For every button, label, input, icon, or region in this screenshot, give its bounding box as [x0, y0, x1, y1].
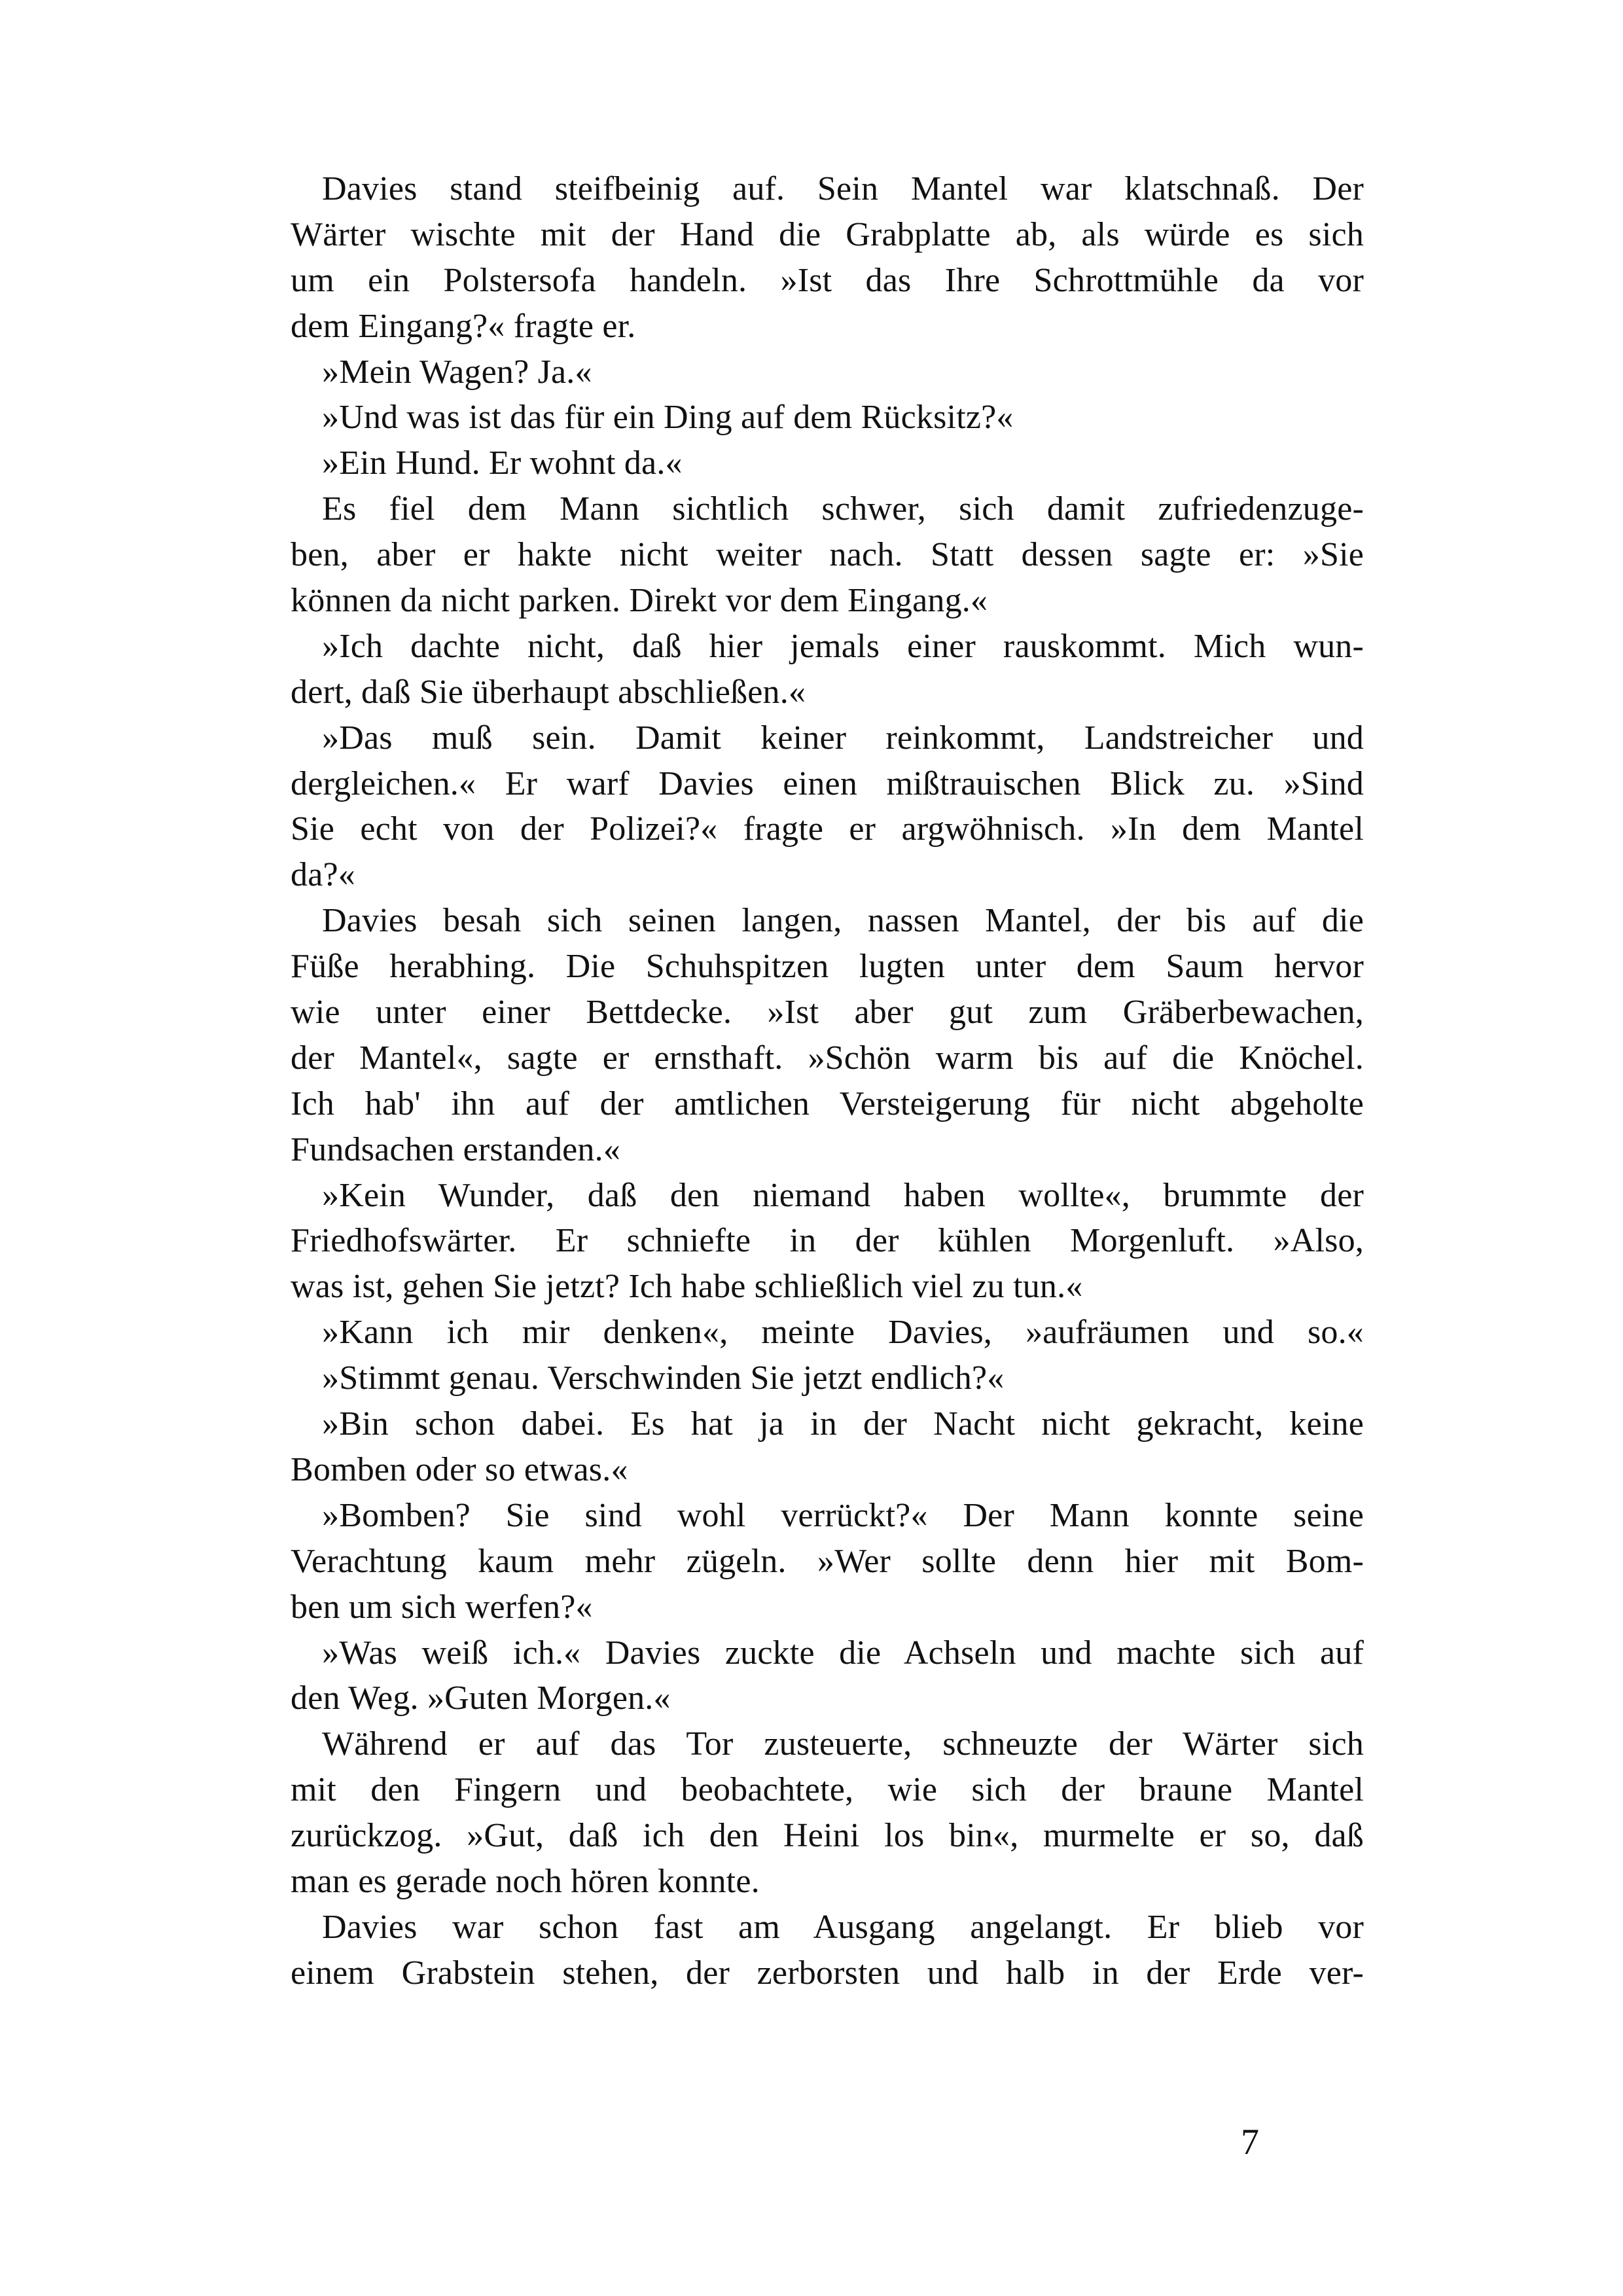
text-line: Ich hab' ihn auf der amtlichen Versteigerung für nicht abgeholte [291, 1085, 1364, 1122]
page-number: 7 [1241, 2122, 1259, 2162]
text-line: Bomben oder so etwas.« [291, 1450, 628, 1488]
text-line: was ist, gehen Sie jetzt? Ich habe schließlich viel zu tun.« [291, 1268, 1083, 1306]
text-line: »Stimmt genau. Verschwinden Sie jetzt endlich?« [322, 1359, 1005, 1397]
text-line: »Bomben? Sie sind wohl verrückt?« Der Mann konnte seine [322, 1496, 1364, 1534]
text-line: »Kein Wunder, daß den niemand haben wollte«, brummte der [322, 1176, 1364, 1214]
text-line: dergleichen.« Er warf Davies einen mißtrauischen Blick zu. »Sind [291, 764, 1364, 802]
text-line: ben, aber er hakte nicht weiter nach. Statt dessen sagte er: »Sie [291, 536, 1364, 574]
text-line: um ein Polstersofa handeln. »Ist das Ihre Schrottmühle da vor [291, 261, 1364, 299]
text-line: mit den Fingern und beobachtete, wie sich der braune Mantel [291, 1771, 1364, 1809]
text-line: Während er auf das Tor zusteuerte, schneuzte der Wärter sich [322, 1725, 1364, 1763]
text-line: Davies war schon fast am Ausgang angelangt. Er blieb vor [322, 1908, 1364, 1946]
text-line: Wärter wischte mit der Hand die Grabplatte ab, als würde es sich [291, 215, 1364, 253]
text-line: Friedhofswärter. Er schniefte in der kühlen Morgenluft. »Also, [291, 1222, 1364, 1260]
text-line: »Ein Hund. Er wohnt da.« [322, 444, 683, 482]
text-line: Füße herabhing. Die Schuhspitzen lugten unter dem Saum hervor [291, 948, 1364, 986]
text-line: »Was weiß ich.« Davies zuckte die Achseln und machte sich auf [322, 1634, 1364, 1672]
text-line: ben um sich werfen?« [291, 1588, 593, 1626]
text-line: den Weg. »Guten Morgen.« [291, 1679, 671, 1717]
text-line: »Das muß sein. Damit keiner reinkommt, Landstreicher und [322, 719, 1364, 757]
text-line: Davies besah sich seinen langen, nassen Mantel, der bis auf die [322, 902, 1364, 940]
text-line: dem Eingang?« fragte er. [291, 307, 636, 345]
text-line: »Bin schon dabei. Es hat ja in der Nacht nicht gekracht, keine [322, 1405, 1364, 1443]
text-line: »Mein Wagen? Ja.« [322, 353, 592, 391]
body-text [291, 166, 1364, 1996]
text-line: Es fiel dem Mann sichtlich schwer, sich damit zufriedenzuge- [322, 490, 1364, 528]
text-line: »Kann ich mir denken«, meinte Davies, »aufräumen und so.« [322, 1314, 1364, 1352]
text-line: »Und was ist das für ein Ding auf dem Rücksitz?« [322, 399, 1014, 437]
text-line: man es gerade noch hören konnte. [291, 1862, 760, 1900]
text-line: Sie echt von der Polizei?« fragte er argwöhnisch. »In dem Mantel [291, 810, 1364, 848]
text-line: »Ich dachte nicht, daß hier jemals einer rauskommt. Mich wun- [322, 627, 1364, 665]
text-line: einem Grabstein stehen, der zerborsten und halb in der Erde ver- [291, 1954, 1364, 1992]
text-line: dert, daß Sie überhaupt abschließen.« [291, 673, 806, 711]
text-line: können da nicht parken. Direkt vor dem Eingang.« [291, 582, 988, 620]
text-line: zurückzog. »Gut, daß ich den Heini los bin«, murmelte er so, daß [291, 1817, 1364, 1855]
text-line: der Mantel«, sagte er ernsthaft. »Schön warm bis auf die Knöchel. [291, 1039, 1364, 1077]
text-line: Verachtung kaum mehr zügeln. »Wer sollte denn hier mit Bom- [291, 1542, 1364, 1580]
text-line: Davies stand steifbeinig auf. Sein Mantel war klatschnaß. Der [322, 170, 1364, 207]
text-line: wie unter einer Bettdecke. »Ist aber gut zum Gräberbewachen, [291, 994, 1364, 1031]
text-line: Fundsachen erstanden.« [291, 1130, 621, 1168]
text-line: da?« [291, 856, 355, 894]
